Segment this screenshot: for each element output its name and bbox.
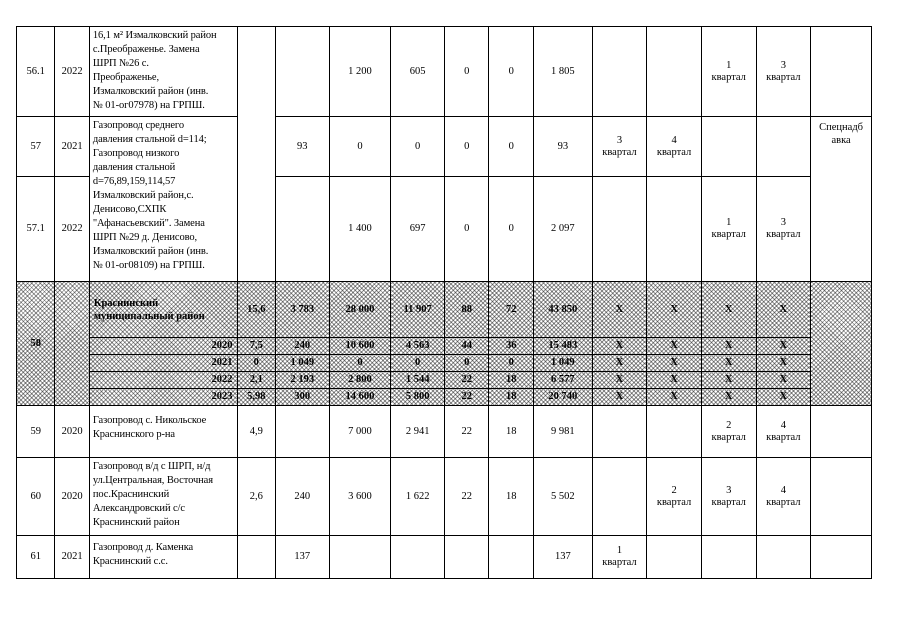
cost-cell: 0: [489, 355, 534, 372]
quarter-cell: 4 квартал: [756, 406, 811, 458]
municipality-year-row: [17, 389, 872, 406]
length-cell: 5,98: [237, 389, 275, 406]
length-cell: [237, 27, 275, 282]
cost-cell: 1 622: [391, 458, 445, 536]
row-description: Газопровод в/д с ШРП, н/д ул.Центральная, Восточная пос.Краснинский Александровский с/с Краснинский район: [89, 458, 237, 536]
length-cell: 0: [237, 355, 275, 372]
total-cell: 1 805: [533, 27, 592, 117]
quarter-cell: 4 квартал: [756, 458, 811, 536]
total-cell: 43 850: [533, 282, 592, 338]
note-cell: [811, 458, 872, 536]
cost-cell: 22: [444, 458, 489, 536]
x-mark: Х: [647, 355, 702, 372]
quarter-cell: 1 квартал: [701, 177, 756, 282]
cost-cell: 0: [489, 177, 534, 282]
cost-cell: 0: [444, 355, 489, 372]
cost-cell: 36: [489, 338, 534, 355]
row-description: 16,1 м² Измалковский район с.Преображенье. Замена ШРП №26 с. Преображенье, Измалковский район (инв. № 01-ог07978) на ГРПШ.: [89, 27, 237, 117]
cost-cell: 0: [329, 117, 391, 177]
row-number: 58: [17, 282, 55, 406]
total-cell: 1 049: [533, 355, 592, 372]
municipality-name: Краснинский муниципальный район: [89, 282, 237, 338]
quarter-cell: [756, 117, 811, 177]
length-cell: [237, 536, 275, 579]
x-mark: Х: [701, 372, 756, 389]
x-mark: Х: [701, 282, 756, 338]
quarter-cell: [592, 406, 647, 458]
municipality-year-row: [17, 372, 872, 389]
municipality-year-row: [17, 338, 872, 355]
cost-cell: 14 600: [329, 389, 391, 406]
year-label: 2021: [89, 355, 237, 372]
cost-cell: [275, 177, 329, 282]
length-cell: 7,5: [237, 338, 275, 355]
municipality-year-row: [17, 355, 872, 372]
quarter-cell: 3 квартал: [756, 27, 811, 117]
x-mark: Х: [592, 355, 647, 372]
cost-cell: [489, 536, 534, 579]
row-year: [55, 282, 89, 406]
cost-cell: 5 800: [391, 389, 445, 406]
x-mark: Х: [756, 389, 811, 406]
cost-cell: 93: [275, 117, 329, 177]
x-mark: Х: [756, 282, 811, 338]
quarter-cell: [647, 536, 702, 579]
quarter-cell: [592, 27, 647, 117]
x-mark: Х: [701, 338, 756, 355]
row-number: 59: [17, 406, 55, 458]
municipality-total-row: [17, 282, 872, 338]
total-cell: 137: [533, 536, 592, 579]
row-description: Газопровод с. Никольское Краснинского р-на: [89, 406, 237, 458]
cost-cell: [275, 406, 329, 458]
cost-cell: [275, 27, 329, 117]
row-year: 2020: [55, 406, 89, 458]
length-cell: 2,1: [237, 372, 275, 389]
row-year: 2022: [55, 177, 89, 282]
cost-cell: 18: [489, 458, 534, 536]
cost-cell: 1 200: [329, 27, 391, 117]
cost-cell: 0: [391, 117, 445, 177]
quarter-cell: 2 квартал: [647, 458, 702, 536]
total-cell: 15 483: [533, 338, 592, 355]
cost-cell: 0: [444, 117, 489, 177]
table-row: [17, 458, 872, 536]
cost-cell: 18: [489, 372, 534, 389]
special-note-cell: Спецнадб авка: [811, 117, 872, 282]
cost-cell: 0: [444, 27, 489, 117]
x-mark: Х: [701, 389, 756, 406]
cost-cell: 605: [391, 27, 445, 117]
cost-cell: 22: [444, 389, 489, 406]
x-mark: Х: [592, 282, 647, 338]
row-number: 61: [17, 536, 55, 579]
cost-cell: 300: [275, 389, 329, 406]
x-mark: Х: [756, 355, 811, 372]
total-cell: 6 577: [533, 372, 592, 389]
quarter-cell: 2 квартал: [701, 406, 756, 458]
quarter-cell: 3 квартал: [592, 117, 647, 177]
row-year: 2020: [55, 458, 89, 536]
note-cell: [811, 406, 872, 458]
length-cell: 15,6: [237, 282, 275, 338]
cost-cell: 1 544: [391, 372, 445, 389]
cost-cell: 1 049: [275, 355, 329, 372]
quarter-cell: 1 квартал: [701, 27, 756, 117]
quarter-cell: [701, 536, 756, 579]
cost-cell: 11 907: [391, 282, 445, 338]
cost-cell: 2 800: [329, 372, 391, 389]
cost-cell: 240: [275, 458, 329, 536]
cost-cell: 72: [489, 282, 534, 338]
row-description: Газопровод среднего давления стальной d=114; Газопровод низкого давления стальной d=76,89,159,114,57 Измалковский район,с. Денисово,СХПК "Афанасьевский". Замена ШРП №29 д. Денисово, Измалковский район (инв. № 01-ог08109) на ГРПШ.: [89, 117, 237, 282]
year-label: 2022: [89, 372, 237, 389]
cost-cell: [444, 536, 489, 579]
total-cell: 2 097: [533, 177, 592, 282]
cost-cell: 18: [489, 406, 534, 458]
length-cell: 4,9: [237, 406, 275, 458]
x-mark: Х: [592, 372, 647, 389]
quarter-cell: 3 квартал: [701, 458, 756, 536]
x-mark: Х: [647, 389, 702, 406]
total-cell: 5 502: [533, 458, 592, 536]
quarter-cell: [647, 27, 702, 117]
note-cell: [811, 282, 872, 406]
quarter-cell: [647, 406, 702, 458]
table-row: [17, 406, 872, 458]
table-row: [17, 536, 872, 579]
quarter-cell: 3 квартал: [756, 177, 811, 282]
cost-cell: 0: [391, 355, 445, 372]
table-row: [17, 117, 872, 177]
x-mark: Х: [701, 355, 756, 372]
cost-cell: 1 400: [329, 177, 391, 282]
cost-cell: 697: [391, 177, 445, 282]
cost-cell: 0: [444, 177, 489, 282]
x-mark: Х: [647, 282, 702, 338]
cost-cell: 3 783: [275, 282, 329, 338]
cost-cell: 7 000: [329, 406, 391, 458]
quarter-cell: 4 квартал: [647, 117, 702, 177]
cost-cell: [329, 536, 391, 579]
investment-program-table: [16, 26, 872, 579]
quarter-cell: [592, 177, 647, 282]
cost-cell: 3 600: [329, 458, 391, 536]
length-cell: 2,6: [237, 458, 275, 536]
quarter-cell: [592, 458, 647, 536]
cost-cell: 44: [444, 338, 489, 355]
cost-cell: 10 600: [329, 338, 391, 355]
x-mark: Х: [756, 338, 811, 355]
cost-cell: 88: [444, 282, 489, 338]
quarter-cell: [647, 177, 702, 282]
x-mark: Х: [647, 338, 702, 355]
cost-cell: 22: [444, 406, 489, 458]
cost-cell: 0: [489, 27, 534, 117]
cost-cell: 240: [275, 338, 329, 355]
cost-cell: 2 941: [391, 406, 445, 458]
cost-cell: 2 193: [275, 372, 329, 389]
cost-cell: 0: [489, 117, 534, 177]
x-mark: Х: [592, 338, 647, 355]
total-cell: 93: [533, 117, 592, 177]
year-label: 2020: [89, 338, 237, 355]
table-row: [17, 27, 872, 117]
x-mark: Х: [647, 372, 702, 389]
row-year: 2021: [55, 536, 89, 579]
total-cell: 20 740: [533, 389, 592, 406]
quarter-cell: [701, 117, 756, 177]
cost-cell: 28 000: [329, 282, 391, 338]
quarter-cell: 1 квартал: [592, 536, 647, 579]
row-year: 2022: [55, 27, 89, 117]
row-number: 56.1: [17, 27, 55, 117]
x-mark: Х: [592, 389, 647, 406]
cost-cell: 4 563: [391, 338, 445, 355]
cost-cell: 22: [444, 372, 489, 389]
note-cell: [811, 536, 872, 579]
quarter-cell: [756, 536, 811, 579]
cost-cell: 137: [275, 536, 329, 579]
cost-cell: 18: [489, 389, 534, 406]
row-number: 57: [17, 117, 55, 177]
year-label: 2023: [89, 389, 237, 406]
note-cell: [811, 27, 872, 117]
row-number: 57.1: [17, 177, 55, 282]
total-cell: 9 981: [533, 406, 592, 458]
x-mark: Х: [756, 372, 811, 389]
row-year: 2021: [55, 117, 89, 177]
row-description: Газопровод д. Каменка Краснинский с.с.: [89, 536, 237, 579]
cost-cell: 0: [329, 355, 391, 372]
row-number: 60: [17, 458, 55, 536]
cost-cell: [391, 536, 445, 579]
